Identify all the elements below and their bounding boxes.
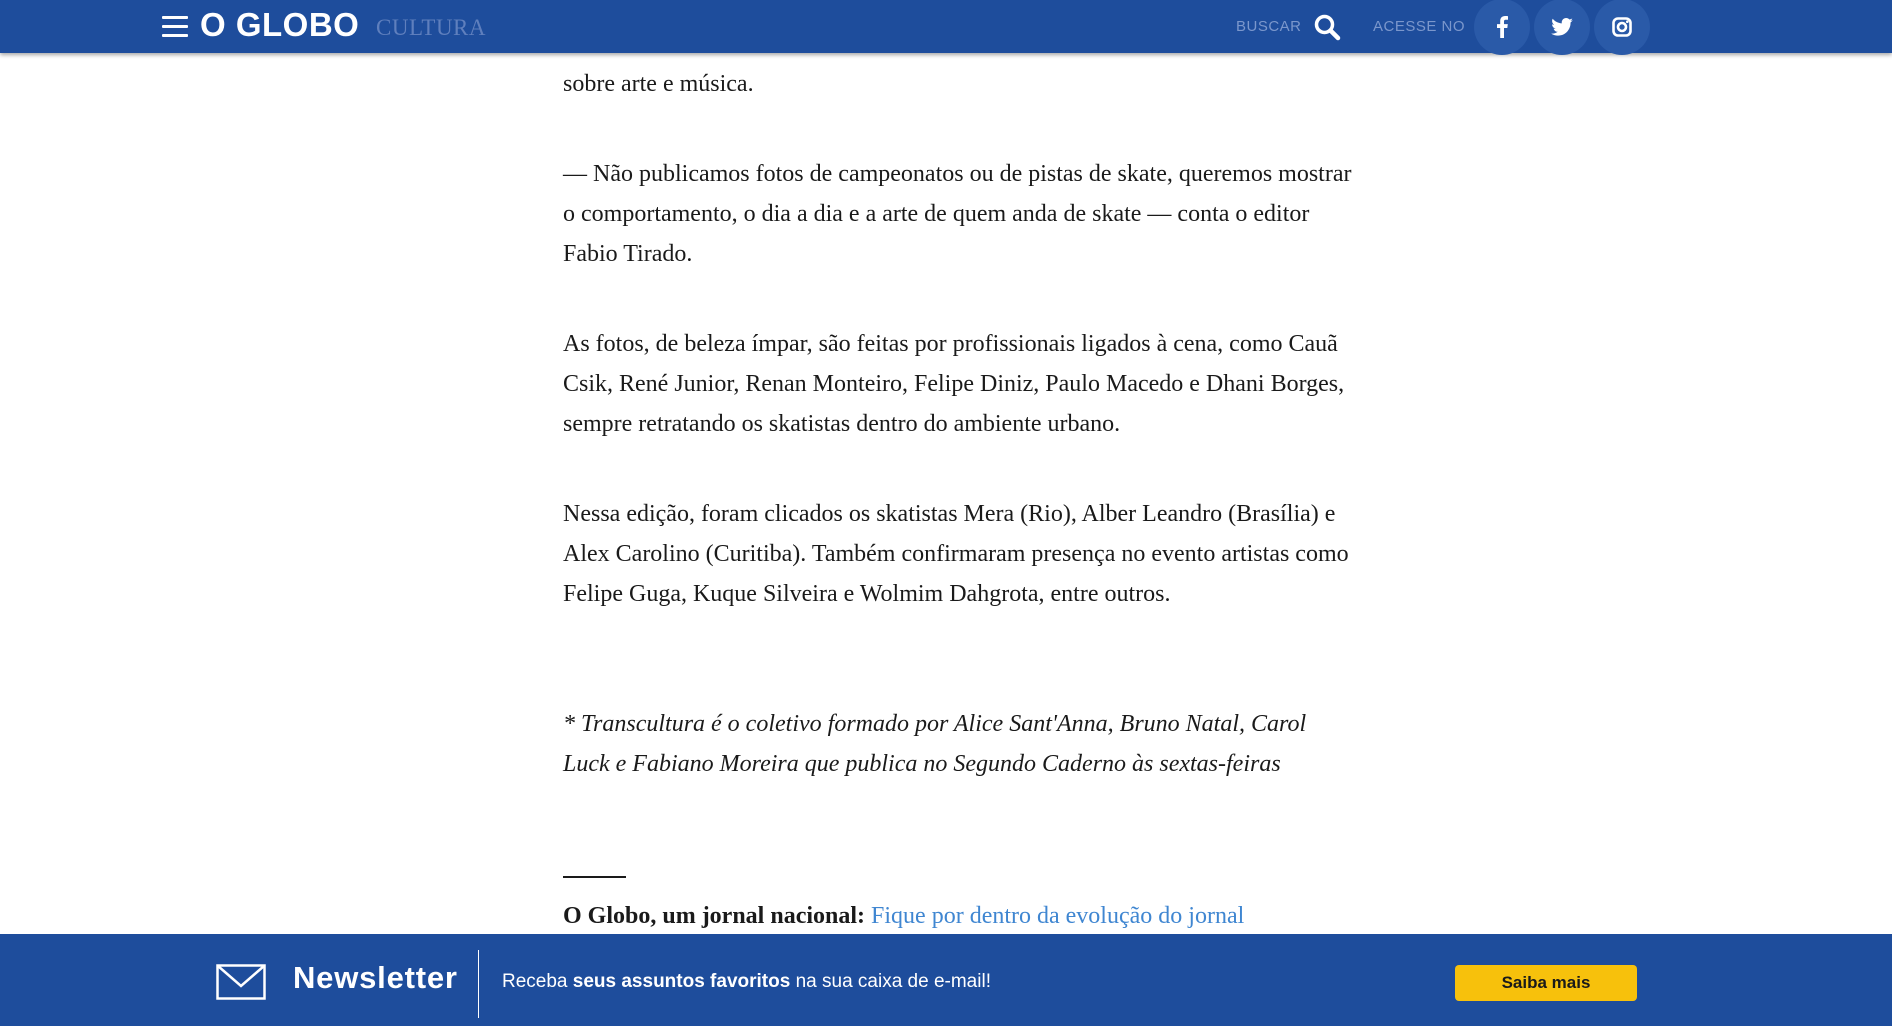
article-paragraph: — Não publicamos fotos de campeonatos ou de pistas de skate, queremos mostrar o comportamento, o dia a dia e a arte de quem anda de skate — conta o editor Fabio Tirado. bbox=[563, 161, 1352, 267]
hamburger-menu-icon[interactable] bbox=[162, 16, 188, 38]
section-divider bbox=[563, 876, 626, 878]
newsletter-text-bold: seus assuntos favoritos bbox=[572, 971, 791, 992]
search-label[interactable]: BUSCAR bbox=[1236, 18, 1302, 35]
newsletter-divider bbox=[478, 950, 479, 1018]
newsletter-bar bbox=[0, 934, 1892, 1026]
top-navigation-bar bbox=[0, 0, 1892, 53]
saiba-mais-button[interactable]: Saiba mais bbox=[1455, 965, 1637, 1001]
newsletter-text-prefix: Receba bbox=[502, 971, 573, 992]
instagram-icon[interactable] bbox=[1594, 0, 1650, 55]
article-paragraph: As fotos, de beleza ímpar, são feitas por profissionais ligados à cena, como Cauã Csik, René Junior, Renan Monteiro, Felipe Diniz, Paulo Macedo e Dhani Borges, sempre retratando os skatistas dentro do ambiente urbano. bbox=[563, 331, 1345, 437]
newsletter-title: Newsletter bbox=[293, 960, 458, 995]
article-paragraph-cut: sobre arte e música. bbox=[563, 71, 754, 97]
newsletter-description bbox=[502, 971, 991, 993]
article-footnote: * Transcultura é o coletivo formado por Alice Sant'Anna, Bruno Natal, Carol Luck e Fabiano Moreira que publica no Segundo Caderno às sextas-feiras bbox=[563, 711, 1307, 777]
newsletter-text-suffix: na sua caixa de e-mail! bbox=[790, 971, 991, 992]
promo-link[interactable]: Fique por dentro da evolução do jornal bbox=[871, 903, 1245, 929]
site-logo[interactable]: O GLOBO bbox=[200, 6, 360, 43]
facebook-icon[interactable] bbox=[1474, 0, 1530, 55]
article-paragraph: Nessa edição, foram clicados os skatistas Mera (Rio), Alber Leandro (Brasília) e Alex Carolino (Curitiba). Também confirmaram presença no evento artistas como Felipe Guga, Kuque Silveira e Wolmim Dahgrota, entre outros. bbox=[563, 501, 1349, 607]
section-title[interactable]: CULTURA bbox=[376, 15, 486, 40]
envelope-icon bbox=[216, 964, 266, 1000]
search-icon[interactable] bbox=[1313, 13, 1341, 41]
twitter-icon[interactable] bbox=[1534, 0, 1590, 55]
social-access-label: ACESSE NO bbox=[1373, 18, 1466, 35]
promo-label: O Globo, um jornal nacional: bbox=[563, 903, 866, 929]
promo-paragraph bbox=[563, 896, 1353, 936]
